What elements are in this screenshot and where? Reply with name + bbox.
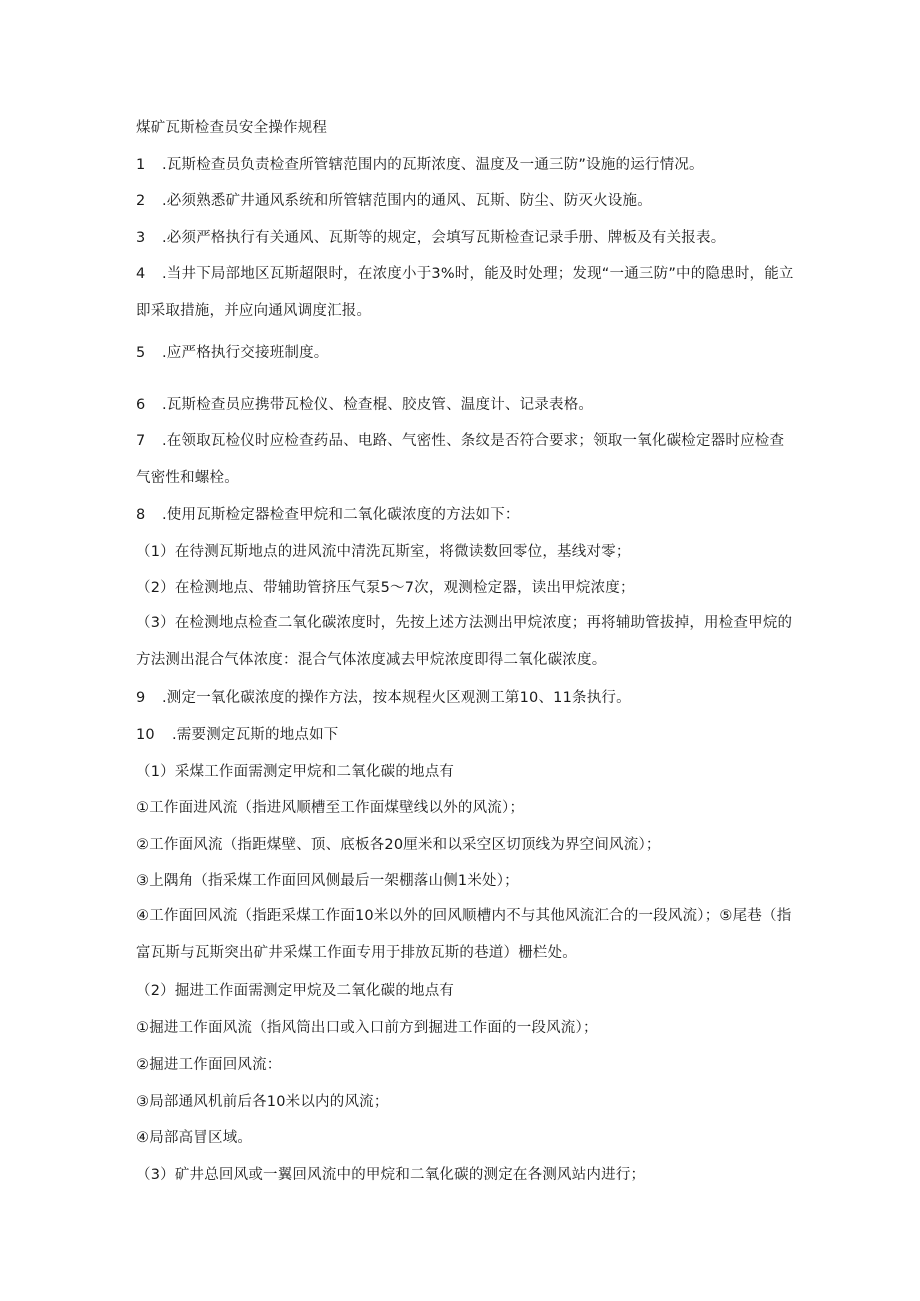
list-item-1 <box>136 155 796 175</box>
list-item-2 <box>136 191 796 211</box>
item-text: .需要测定瓦斯的地点如下 <box>172 727 339 743</box>
item-text: .在领取瓦检仪时应检查药品、电路、气密性、条纹是否符合要求；领取一氧化碳检定器时应检查气密性和螺栓。 <box>136 433 785 486</box>
item-number: 1 <box>136 157 146 173</box>
item-text: .瓦斯检查员负责检查所管辖范围内的瓦斯浓度、温度及一通三防”设施的运行情况。 <box>162 157 704 173</box>
sub-item-10-2: （2）掘进工作面需测定甲烷及二氧化碳的地点有 <box>136 983 455 999</box>
sub-item-10-3: （3）矿井总回风或一翼回风流中的甲烷和二氧化碳的测定在各测风站内进行； <box>136 1167 646 1183</box>
item-text: .当井下局部地区瓦斯超限时，在浓度小于3%时，能及时处理；发现“一通三防”中的隐患时，能立即采取措施，并应向通风调度汇报。 <box>136 266 794 319</box>
item-text: .瓦斯检查员应携带瓦检仪、检查棍、胶皮管、温度计、记录表格。 <box>162 397 594 413</box>
list-item-6 <box>136 395 796 415</box>
list-item-7 <box>136 423 796 497</box>
sub-item-8-1: （1）在待测瓦斯地点的进风流中清洗瓦斯室，将微读数回零位，基线对零； <box>136 544 631 560</box>
item-number: 8 <box>136 507 146 523</box>
sub-item-8-3: （3）在检测地点检查二氧化碳浓度时，先按上述方法测出甲烷浓度；再将辅助管拔掉，用检查甲烷的方法测出混合气体浓度：混合气体浓度减去甲烷浓度即得二氧化碳浓度。 <box>136 615 793 668</box>
item-number: 10 <box>136 727 155 743</box>
sub-item-10-2-c: ③局部通风机前后各10米以内的风流； <box>136 1094 389 1110</box>
item-text: .必须熟悉矿井通风系统和所管辖范围内的通风、瓦斯、防尘、防灭火设施。 <box>162 193 652 209</box>
item-text: .必须严格执行有关通风、瓦斯等的规定，会填写瓦斯检查记录手册、牌板及有关报表。 <box>162 230 726 246</box>
list-item-3 <box>136 228 796 248</box>
item-text: .应严格执行交接班制度。 <box>162 345 329 361</box>
sub-item-10-2-a: ①掘进工作面风流（指风筒出口或入口前方到掘进工作面的一段风流）； <box>136 1020 598 1036</box>
list-item-9 <box>136 688 796 708</box>
sub-item-10-1-b: ②工作面风流（指距煤壁、顶、底板各20厘米和以采空区切顶线为界空间风流）； <box>136 837 661 853</box>
list-item-10 <box>136 725 796 745</box>
sub-item-10-2-d: ④局部高冒区域。 <box>136 1130 253 1146</box>
sub-item-8-2: （2）在检测地点、带辅助管挤压气泵5～7次，观测检定器，读出甲烷浓度； <box>136 580 635 596</box>
item-number: 6 <box>136 397 146 413</box>
sub-item-10-1: （1）采煤工作面需测定甲烷和二氧化碳的地点有 <box>136 764 455 780</box>
item-number: 7 <box>136 433 146 449</box>
list-item-4 <box>136 256 796 330</box>
sub-item-10-1-c: ③上隅角（指采煤工作面回风侧最后一架棚落山侧1米处）； <box>136 873 519 889</box>
item-number: 3 <box>136 230 146 246</box>
item-number: 5 <box>136 345 146 361</box>
sub-item-10-1-d: ④工作面回风流（指距采煤工作面10米以外的回风顺槽内不与其他风流汇合的一段风流）；⑤尾巷（指富瓦斯与瓦斯突出矿井采煤工作面专用于排放瓦斯的巷道）栅栏处。 <box>136 908 792 961</box>
sub-item-10-1-a: ①工作面进风流（指进风顺槽至工作面煤壁线以外的风流）； <box>136 800 525 816</box>
list-item-5 <box>136 343 796 363</box>
document-title: 煤矿瓦斯检查员安全操作规程 <box>136 120 328 136</box>
item-number: 2 <box>136 193 146 209</box>
item-number: 4 <box>136 266 146 282</box>
list-item-8 <box>136 505 796 525</box>
item-number: 9 <box>136 690 146 706</box>
item-text: .测定一氧化碳浓度的操作方法，按本规程火区观测工第10、11条执行。 <box>162 690 631 706</box>
item-text: .使用瓦斯检定器检查甲烷和二氧化碳浓度的方法如下： <box>162 507 520 523</box>
sub-item-10-2-b: ②掘进工作面回风流： <box>136 1057 282 1073</box>
